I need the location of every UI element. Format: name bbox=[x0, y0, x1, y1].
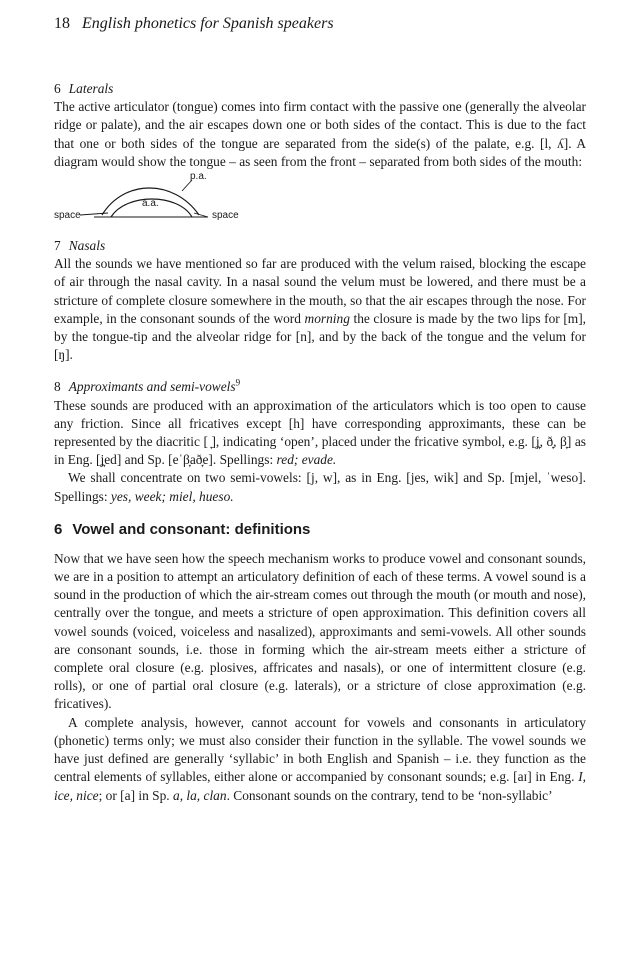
laterals-heading bbox=[54, 80, 586, 98]
approximants-spellings-label: Spellings: bbox=[219, 452, 277, 468]
section-title: Vowel and consonant: definitions bbox=[72, 520, 311, 538]
nasals-example-word: morning bbox=[304, 310, 350, 326]
section-number: 6 bbox=[54, 520, 63, 538]
section-p2-spanish-examples: a, la, clan bbox=[173, 787, 227, 803]
nasals-heading bbox=[54, 237, 586, 255]
tongue-palate-drawing bbox=[54, 171, 586, 227]
section-heading bbox=[54, 520, 586, 540]
running-title: English phonetics for Spanish speakers bbox=[82, 15, 334, 32]
nasals-text-a: All the sounds we have mentioned so far are produced with the velum raised, blocking the escape of air through the nasal cavity. In a nasal sound the velum must be lowered, and there must be a stricture of complete closure somewhere in the mouth, so that the air escapes through the nose. For example, in the consonant sounds of the word bbox=[54, 256, 586, 326]
space-right-pointer bbox=[194, 213, 208, 217]
lateral-tongue-diagram bbox=[54, 171, 586, 227]
space-left-pointer bbox=[80, 213, 108, 215]
running-header bbox=[54, 14, 334, 34]
page-number: 18 bbox=[54, 15, 70, 32]
label-space-right: space bbox=[212, 210, 239, 222]
footnote-marker: 9 bbox=[235, 377, 241, 388]
approximants-paragraph-2 bbox=[54, 469, 586, 505]
approximants-heading bbox=[54, 378, 586, 396]
section-paragraph-1: Now that we have seen how the speech mechanism works to produce vowel and consonant sounds, we are in a position to attempt an articulatory definition of each of these terms. A vowel sound is a sound in the production of which the air-stream comes out through the mouth (or mouth and nose), centrally over the tongue, and meets a stricture of open approximation. This definition covers all vowel sounds (voiced, voiceless and nasalized), approximants and semi-vowels. All other sounds are consonant sounds, i.e. those in forming which the air-stream meets either a stricture of complete oral closure (e.g. plosives, affricates and nasals), or one of intermittent closure (e.g. rolls), or one of partial oral closure (e.g. laterals), or a stricture of close approximation (e.g. fricatives). bbox=[54, 550, 586, 712]
page-body bbox=[54, 80, 586, 805]
nasals-number: 7 bbox=[54, 238, 61, 254]
label-passive-articulator: p.a. bbox=[190, 171, 207, 183]
approximants-paragraph-1 bbox=[54, 397, 586, 470]
nasals-text-b: the closure is made by the two lips for [m], by the tongue-tip and the alveolar ridge for [n], and by the back of the tongue and the velum for [ŋ]. bbox=[54, 310, 586, 363]
label-space-left: space bbox=[54, 210, 81, 222]
label-active-articulator: a.a. bbox=[142, 198, 159, 210]
laterals-title: Laterals bbox=[68, 81, 114, 96]
section-paragraph-2 bbox=[54, 714, 586, 805]
semivowels-text: We shall concentrate on two semi-vowels: [j, w], as in Eng. [jes, wik] and Sp. [mjel, ˈweso]. Spellings: bbox=[54, 470, 586, 504]
semivowels-spellings: yes, week; miel, hueso. bbox=[110, 488, 234, 504]
approximants-number: 8 bbox=[54, 379, 61, 395]
laterals-paragraph: The active articulator (tongue) comes into firm contact with the passive one (generally the alveolar ridge or palate), and the air escapes down one or both sides of the contact. This is due to the fact that one or both sides of the tongue are separated from the side(s) of the palate, e.g. [l, ʎ]. A diagram would show the tongue – as seen from the front – separated from both sides of the mouth: bbox=[54, 99, 586, 169]
section-p2-text-c: . Consonant sounds on the contrary, tend to be ‘non-syllabic’ bbox=[226, 787, 553, 803]
approximants-title: Approximants and semi-vowels bbox=[68, 379, 236, 395]
section-p2-text-b: ; or [a] in Sp. bbox=[98, 787, 173, 803]
section-p2-english-examples: I, ice, nice bbox=[54, 769, 586, 803]
nasals-paragraph bbox=[54, 255, 586, 364]
approximants-spellings: red; evade. bbox=[276, 452, 337, 468]
laterals-number: 6 bbox=[54, 81, 61, 96]
section-p2-text-a: A complete analysis, however, cannot account for vowels and consonants in articulatory (phonetic) terms only; we must also consider their function in the syllable. The vowel sounds we have just defined are generally ‘syllabic’ in both English and Spanish – i.e. they function as the central elements of syllables, either alone or accompanied by consonant sounds; e.g. [aɪ] in Eng. bbox=[54, 714, 586, 785]
approximants-text: These sounds are produced with an approximation of the articulators which is too open to cause any friction. Since all fricatives except [h] have corresponding approximants, these can be represented by the diacritic [ ̞], indicating ‘open’, placed under the fricative symbol, e.g. [ʝ̞, ð̞, β̞] as in Eng. [ʝ̞ed] and Sp. [eˈβ̞að̞e]. bbox=[54, 397, 586, 468]
nasals-title: Nasals bbox=[68, 238, 106, 254]
